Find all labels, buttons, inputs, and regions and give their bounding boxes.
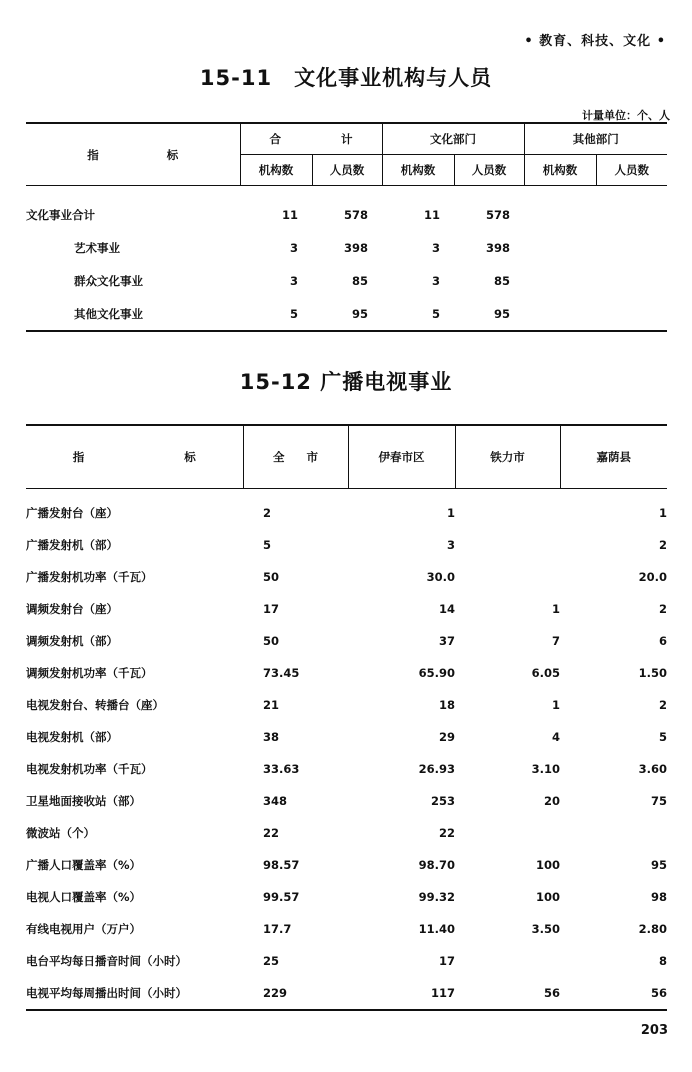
cell: 30.0 xyxy=(426,570,455,584)
cell: 65.90 xyxy=(418,666,455,680)
cell: 3 xyxy=(289,240,298,255)
cell: 20.0 xyxy=(638,570,667,584)
cell: 5 xyxy=(431,306,440,321)
table-row xyxy=(26,198,667,231)
cell xyxy=(524,198,596,231)
subheader: 人员数 xyxy=(454,155,524,186)
cell: 8 xyxy=(658,954,667,968)
cell xyxy=(455,529,560,561)
page-number: 203 xyxy=(640,1023,668,1038)
cell: 95 xyxy=(351,306,368,321)
cell: 3 xyxy=(431,273,440,288)
cell: 25 xyxy=(263,954,280,968)
row-label: 电视发射机（部） xyxy=(26,730,118,744)
cell: 5 xyxy=(658,730,667,744)
table-row xyxy=(26,489,667,530)
table-row xyxy=(26,231,667,264)
subheader: 机构数 xyxy=(524,155,596,186)
cell xyxy=(455,561,560,593)
cell: 348 xyxy=(263,794,288,808)
page-header: • 教育、科技、文化 • xyxy=(524,34,666,49)
row-label: 广播发射机功率（千瓦） xyxy=(26,570,153,584)
cell: 3.50 xyxy=(531,922,560,936)
cell: 99.32 xyxy=(418,890,455,904)
cell: 7 xyxy=(551,634,560,648)
cell: 20 xyxy=(543,794,560,808)
cell: 2 xyxy=(658,698,667,712)
cell: 578 xyxy=(485,207,510,222)
cell: 95 xyxy=(650,858,667,872)
table1-title: 15-11 文化事业机构与人员 xyxy=(199,66,493,90)
cell: 117 xyxy=(430,986,455,1000)
culture-institutions-table xyxy=(26,122,667,332)
table-row xyxy=(26,753,667,785)
row-label: 群众文化事业 xyxy=(74,273,143,288)
cell: 26.93 xyxy=(418,762,455,776)
cell: 3 xyxy=(431,240,440,255)
cell: 73.45 xyxy=(263,666,300,680)
cell: 38 xyxy=(263,730,280,744)
cell: 17.7 xyxy=(263,922,292,936)
table2-title: 15-12 广播电视事业 xyxy=(239,370,453,394)
col-header-tieli: 铁力市 xyxy=(455,425,560,489)
table-row xyxy=(26,297,667,331)
col-header-whole-city: 全 市 xyxy=(243,425,348,489)
col-header-yichun-district: 伊春市区 xyxy=(348,425,455,489)
cell: 22 xyxy=(438,826,455,840)
row-label: 艺术事业 xyxy=(74,240,120,255)
cell: 85 xyxy=(351,273,368,288)
cell: 2 xyxy=(263,506,272,520)
group-total-header: 合 计 xyxy=(240,123,382,155)
cell: 578 xyxy=(343,207,368,222)
row-label: 其他文化事业 xyxy=(74,306,143,321)
cell: 17 xyxy=(438,954,455,968)
row-label: 广播发射台（座） xyxy=(26,506,118,520)
table-row xyxy=(26,529,667,561)
cell xyxy=(455,945,560,977)
table-row xyxy=(26,945,667,977)
cell: 5 xyxy=(289,306,298,321)
table-row xyxy=(26,849,667,881)
cell: 22 xyxy=(263,826,280,840)
table-row xyxy=(26,657,667,689)
table-row xyxy=(26,593,667,625)
cell: 398 xyxy=(485,240,510,255)
cell xyxy=(524,231,596,264)
cell: 5 xyxy=(263,538,272,552)
broadcasting-tv-table xyxy=(26,424,667,1011)
cell: 398 xyxy=(343,240,368,255)
cell: 2 xyxy=(658,602,667,616)
cell xyxy=(455,489,560,530)
cell xyxy=(596,198,667,231)
cell: 229 xyxy=(263,986,288,1000)
row-label: 有线电视用户（万户） xyxy=(26,922,141,936)
row-label: 广播人口覆盖率（%） xyxy=(26,858,142,872)
row-label: 卫星地面接收站（部） xyxy=(26,794,141,808)
cell: 37 xyxy=(438,634,455,648)
cell: 98.57 xyxy=(263,858,300,872)
cell: 14 xyxy=(438,602,455,616)
cell: 100 xyxy=(535,890,560,904)
cell: 56 xyxy=(650,986,667,1000)
table-row xyxy=(26,913,667,945)
cell: 11 xyxy=(423,207,440,222)
indicator-header: 指 标 xyxy=(26,123,240,186)
table-row xyxy=(26,817,667,849)
cell: 98.70 xyxy=(418,858,455,872)
row-label: 文化事业合计 xyxy=(26,207,95,222)
row-label: 调频发射台（座） xyxy=(26,602,118,616)
cell xyxy=(524,297,596,331)
row-label: 电视人口覆盖率（%） xyxy=(26,890,142,904)
subheader: 人员数 xyxy=(596,155,667,186)
cell: 75 xyxy=(650,794,667,808)
subheader: 人员数 xyxy=(312,155,382,186)
cell: 1 xyxy=(551,602,560,616)
cell: 11.40 xyxy=(418,922,455,936)
table-row xyxy=(26,977,667,1010)
cell: 56 xyxy=(543,986,560,1000)
cell: 3 xyxy=(289,273,298,288)
subheader: 机构数 xyxy=(382,155,454,186)
cell: 33.63 xyxy=(263,762,300,776)
cell: 6.05 xyxy=(531,666,560,680)
table-row xyxy=(26,881,667,913)
cell: 17 xyxy=(263,602,280,616)
cell: 50 xyxy=(263,570,280,584)
cell: 4 xyxy=(551,730,560,744)
cell xyxy=(524,264,596,297)
cell: 100 xyxy=(535,858,560,872)
cell: 1 xyxy=(551,698,560,712)
row-label: 调频发射机功率（千瓦） xyxy=(26,666,153,680)
cell: 3 xyxy=(446,538,455,552)
table-row xyxy=(26,689,667,721)
cell: 18 xyxy=(438,698,455,712)
cell: 85 xyxy=(493,273,510,288)
cell: 11 xyxy=(281,207,298,222)
row-label: 电视发射机功率（千瓦） xyxy=(26,762,153,776)
row-label: 电台平均每日播音时间（小时） xyxy=(26,954,187,968)
cell: 95 xyxy=(493,306,510,321)
cell: 21 xyxy=(263,698,280,712)
table-row xyxy=(26,561,667,593)
cell xyxy=(596,231,667,264)
table-row xyxy=(26,785,667,817)
row-label: 电视平均每周播出时间（小时） xyxy=(26,986,187,1000)
group-culture-dept-header: 文化部门 xyxy=(382,123,524,155)
group-other-dept-header: 其他部门 xyxy=(524,123,667,155)
table-row xyxy=(26,721,667,753)
cell: 6 xyxy=(658,634,667,648)
indicator-header: 指 标 xyxy=(26,425,243,489)
table-row xyxy=(26,625,667,657)
cell xyxy=(596,264,667,297)
cell: 1 xyxy=(658,506,667,520)
row-label: 广播发射机（部） xyxy=(26,538,118,552)
cell xyxy=(455,817,560,849)
row-label: 电视发射台、转播台（座） xyxy=(26,698,164,712)
cell: 1.50 xyxy=(638,666,667,680)
table1-unit: 计量单位：个、人 xyxy=(582,109,670,122)
cell xyxy=(596,297,667,331)
cell: 2.80 xyxy=(638,922,667,936)
row-label: 调频发射机（部） xyxy=(26,634,118,648)
cell: 29 xyxy=(438,730,455,744)
cell: 99.57 xyxy=(263,890,300,904)
cell: 1 xyxy=(446,506,455,520)
cell: 253 xyxy=(430,794,455,808)
cell xyxy=(560,817,667,849)
table-row xyxy=(26,264,667,297)
cell: 98 xyxy=(650,890,667,904)
cell: 3.10 xyxy=(531,762,560,776)
row-label: 微波站（个） xyxy=(26,826,95,840)
col-header-jiayin: 嘉荫县 xyxy=(560,425,667,489)
cell: 2 xyxy=(658,538,667,552)
cell: 3.60 xyxy=(638,762,667,776)
cell: 50 xyxy=(263,634,280,648)
subheader: 机构数 xyxy=(240,155,312,186)
